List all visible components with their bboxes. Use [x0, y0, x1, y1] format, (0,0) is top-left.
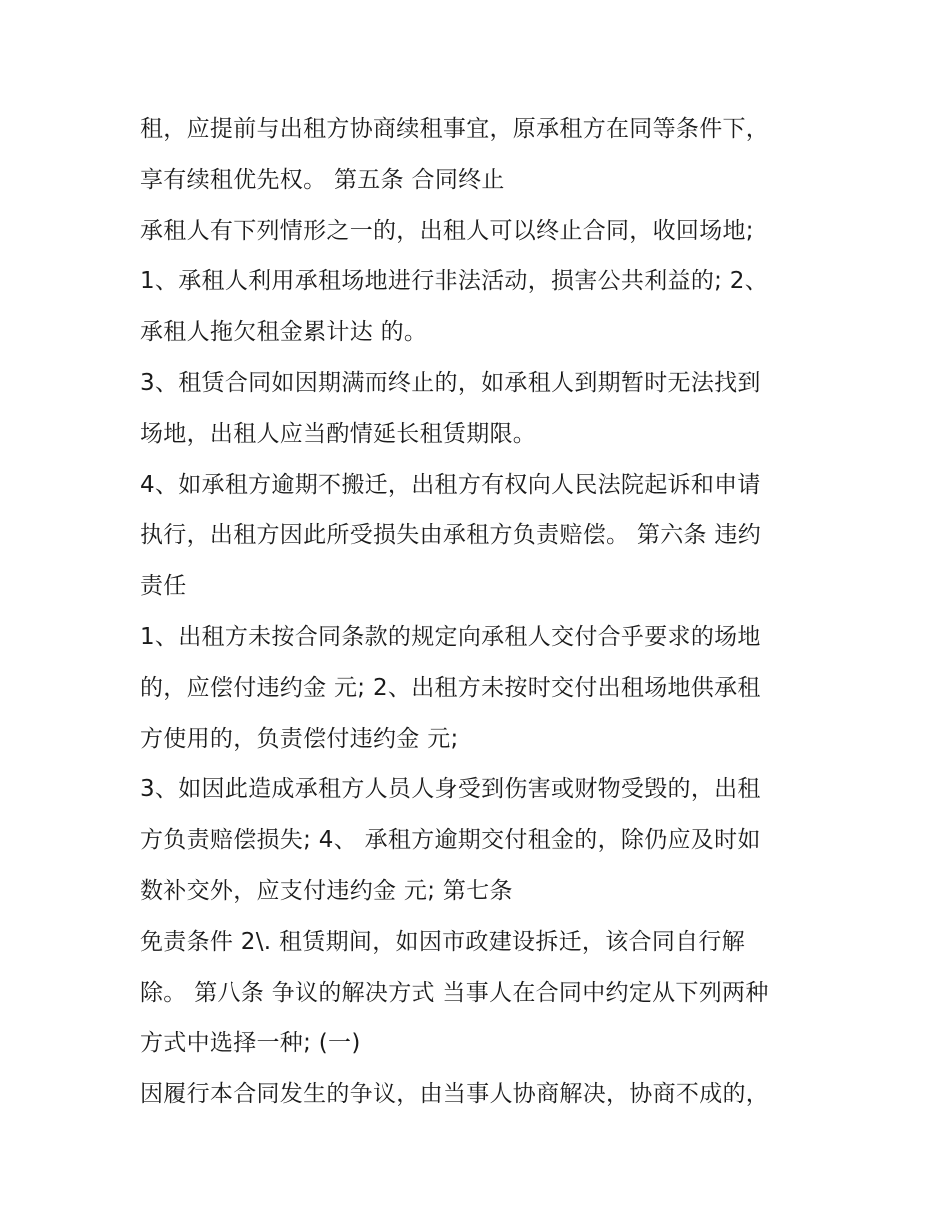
text-line: 方使用的，负责偿付违约金 元; [140, 725, 459, 752]
text-line: 方负责赔偿损失; 4、 承租方逾期交付租金的，除仍应及时如 [140, 827, 761, 854]
text-line: 数补交外，应支付违约金 元; 第七条 [140, 877, 513, 904]
text-line: 4、如承租方逾期不搬迁，出租方有权向人民法院起诉和申请 [140, 471, 761, 498]
text-line: 1、出租方未按合同条款的规定向承租人交付合乎要求的场地 [140, 623, 761, 650]
text-line: 承租人有下列情形之一的，出租人可以终止合同，收回场地; [140, 217, 754, 244]
text-line: 免责条件 2\. 租赁期间，如因市政建设拆迁，该合同自行解 [140, 928, 746, 955]
text-line: 方式中选择一种; (一) [140, 1030, 361, 1057]
text-line: 的，应偿付违约金 元; 2、出租方未按时交付出租场地供承租 [140, 674, 761, 701]
document-body [140, 104, 830, 1120]
text-line: 场地，出租人应当酌情延长租赁期限。 [140, 420, 537, 447]
text-line: 责任 [140, 573, 187, 600]
text-line: 因履行本合同发生的争议，由当事人协商解决，协商不成的， [140, 1081, 770, 1108]
text-line: 3、租赁合同如因期满而终止的，如承租人到期暂时无法找到 [140, 369, 761, 396]
text-line: 享有续租优先权。 第五条 合同终止 [140, 166, 505, 193]
text-line: 承租人拖欠租金累计达 的。 [140, 319, 428, 346]
text-line: 执行，出租方因此所受损失由承租方负责赔偿。 第六条 违约 [140, 522, 762, 549]
text-line: 除。 第八条 争议的解决方式 当事人在合同中约定从下列两种 [140, 979, 769, 1006]
text-line: 租，应提前与出租方协商续租事宜，原承租方在同等条件下， [140, 116, 770, 142]
text-line: 1、承租人利用承租场地进行非法活动，损害公共利益的; 2、 [140, 268, 769, 295]
text-line: 3、如因此造成承租方人员人身受到伤害或财物受毁的，出租 [140, 776, 761, 803]
